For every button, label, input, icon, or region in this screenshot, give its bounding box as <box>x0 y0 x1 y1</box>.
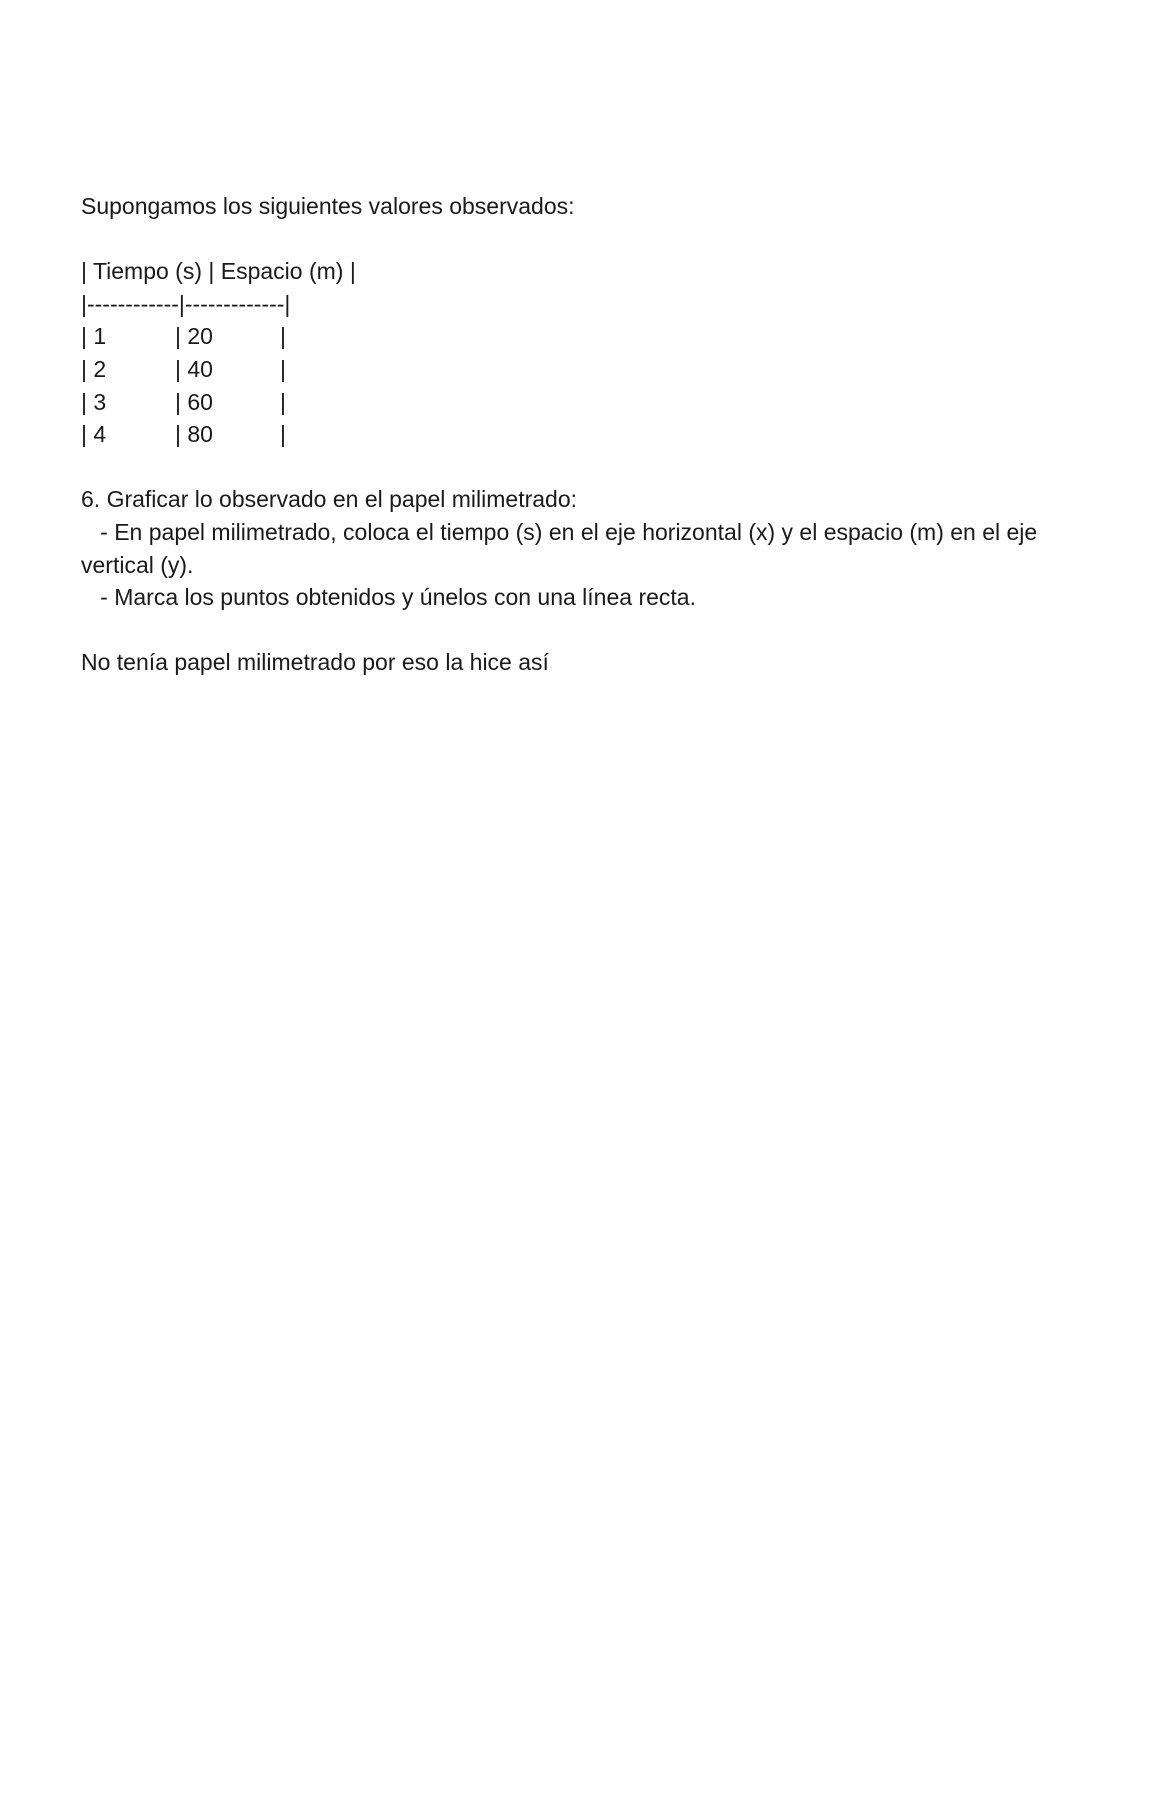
spacer <box>81 451 1091 484</box>
table-cell-end: | <box>280 355 286 382</box>
table-row <box>81 386 1091 419</box>
table-cell-time: | 4 <box>81 421 107 448</box>
table-cell-time: | 1 <box>81 323 107 350</box>
table-separator: |------------|-------------| <box>81 290 291 317</box>
table-cell-end: | <box>280 421 286 448</box>
table-row <box>81 418 1091 451</box>
spacer <box>81 223 1091 256</box>
table-cell-time: | 2 <box>81 355 107 382</box>
table-cell-end: | <box>280 388 286 415</box>
table-cell-time: | 3 <box>81 388 107 415</box>
step6-title: 6. Graficar lo observado en el papel milimetrado: <box>81 486 578 513</box>
table-cell-end: | <box>280 323 286 350</box>
table-cell-space: | 60 <box>175 388 213 415</box>
table-cell-space: | 20 <box>175 323 213 350</box>
document-page <box>81 190 1091 679</box>
table-header: | Tiempo (s) | Espacio (m) | <box>81 258 356 285</box>
intro-text: Supongamos los siguientes valores observados: <box>81 193 575 219</box>
table-row <box>81 320 1091 353</box>
spacer <box>81 614 1091 647</box>
note-text: No tenía papel milimetrado por eso la hice así <box>81 649 549 676</box>
step6-bullet-2: - Marca los puntos obtenidos y únelos con una línea recta. <box>81 584 696 611</box>
table-cell-space: | 40 <box>175 355 213 382</box>
table-row <box>81 353 1091 386</box>
table-cell-space: | 80 <box>175 421 213 448</box>
step6-bullet-1: - En papel milimetrado, coloca el tiempo (s) en el eje horizontal (x) y el espacio (m) en el eje vertical (y). <box>81 518 1044 578</box>
